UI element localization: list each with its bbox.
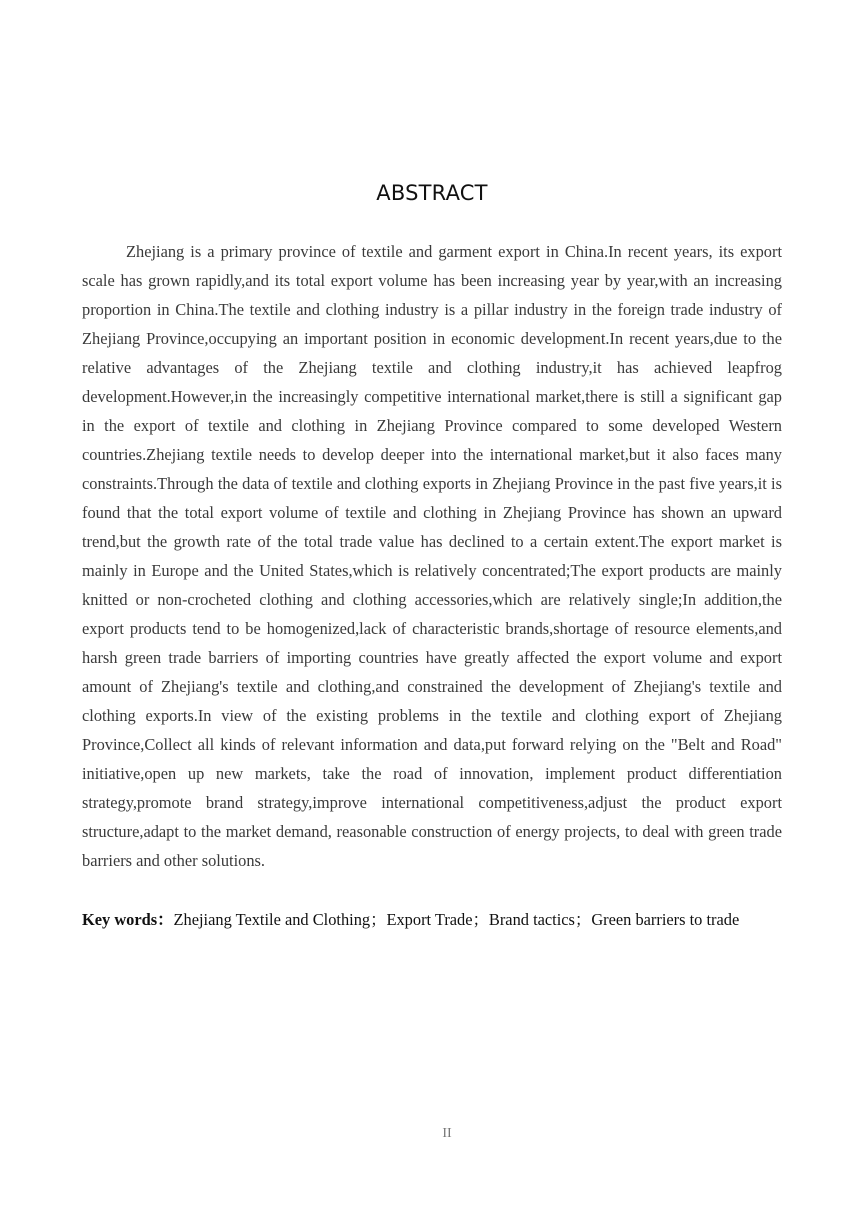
page-number: II	[442, 1126, 452, 1141]
keywords-line	[82, 905, 802, 934]
abstract-body: Zhejiang is a primary province of textile and garment export in China.In recent years, its export scale has grown rapidly,and its total export volume has been increasing year by year,with an increasing proportion in China.The textile and clothing industry is a pillar industry in the foreign trade industry of Zhejiang Province,occupying an important position in economic development.In recent years,due to the relative advantages of the Zhejiang textile and clothing industry,it has achieved leapfrog development.However,in the increasingly competitive international market,there is still a significant gap in the export of textile and clothing in Zhejiang Province compared to some developed Western countries.Zhejiang textile needs to develop deeper into the international market,but it also faces many constraints.Through the data of textile and clothing exports in Zhejiang Province in the past five years,it is found that the total export volume of textile and clothing in Zhejiang Province has shown an upward trend,but the growth rate of the total trade value has declined to a certain extent.The export market is mainly in Europe and the United States,which is relatively concentrated;The export products are mainly knitted or non-crocheted clothing and clothing accessories,which are relatively single;In addition,the export products tend to be homogenized,lack of characteristic brands,shortage of resource elements,and harsh green trade barriers of importing countries have greatly affected the export volume and export amount of Zhejiang's textile and clothing,and constrained the development of Zhejiang's textile and clothing exports.In view of the existing problems in the textile and clothing export of Zhejiang Province,Collect all kinds of relevant information and data,put forward relying on the "Belt and Road" initiative,open up new markets, take the road of innovation, implement product differentiation strategy,promote brand strategy,improve international competitiveness,adjust the product export structure,adapt to the market demand, reasonable construction of energy projects, to deal with green trade barriers and other solutions.	[82, 242, 782, 870]
keywords-label: Key words：	[82, 910, 174, 929]
abstract-title: ABSTRACT	[376, 181, 488, 205]
keywords-text: Zhejiang Textile and Clothing；Export Trade；Brand tactics；Green barriers to trade	[173, 910, 740, 929]
